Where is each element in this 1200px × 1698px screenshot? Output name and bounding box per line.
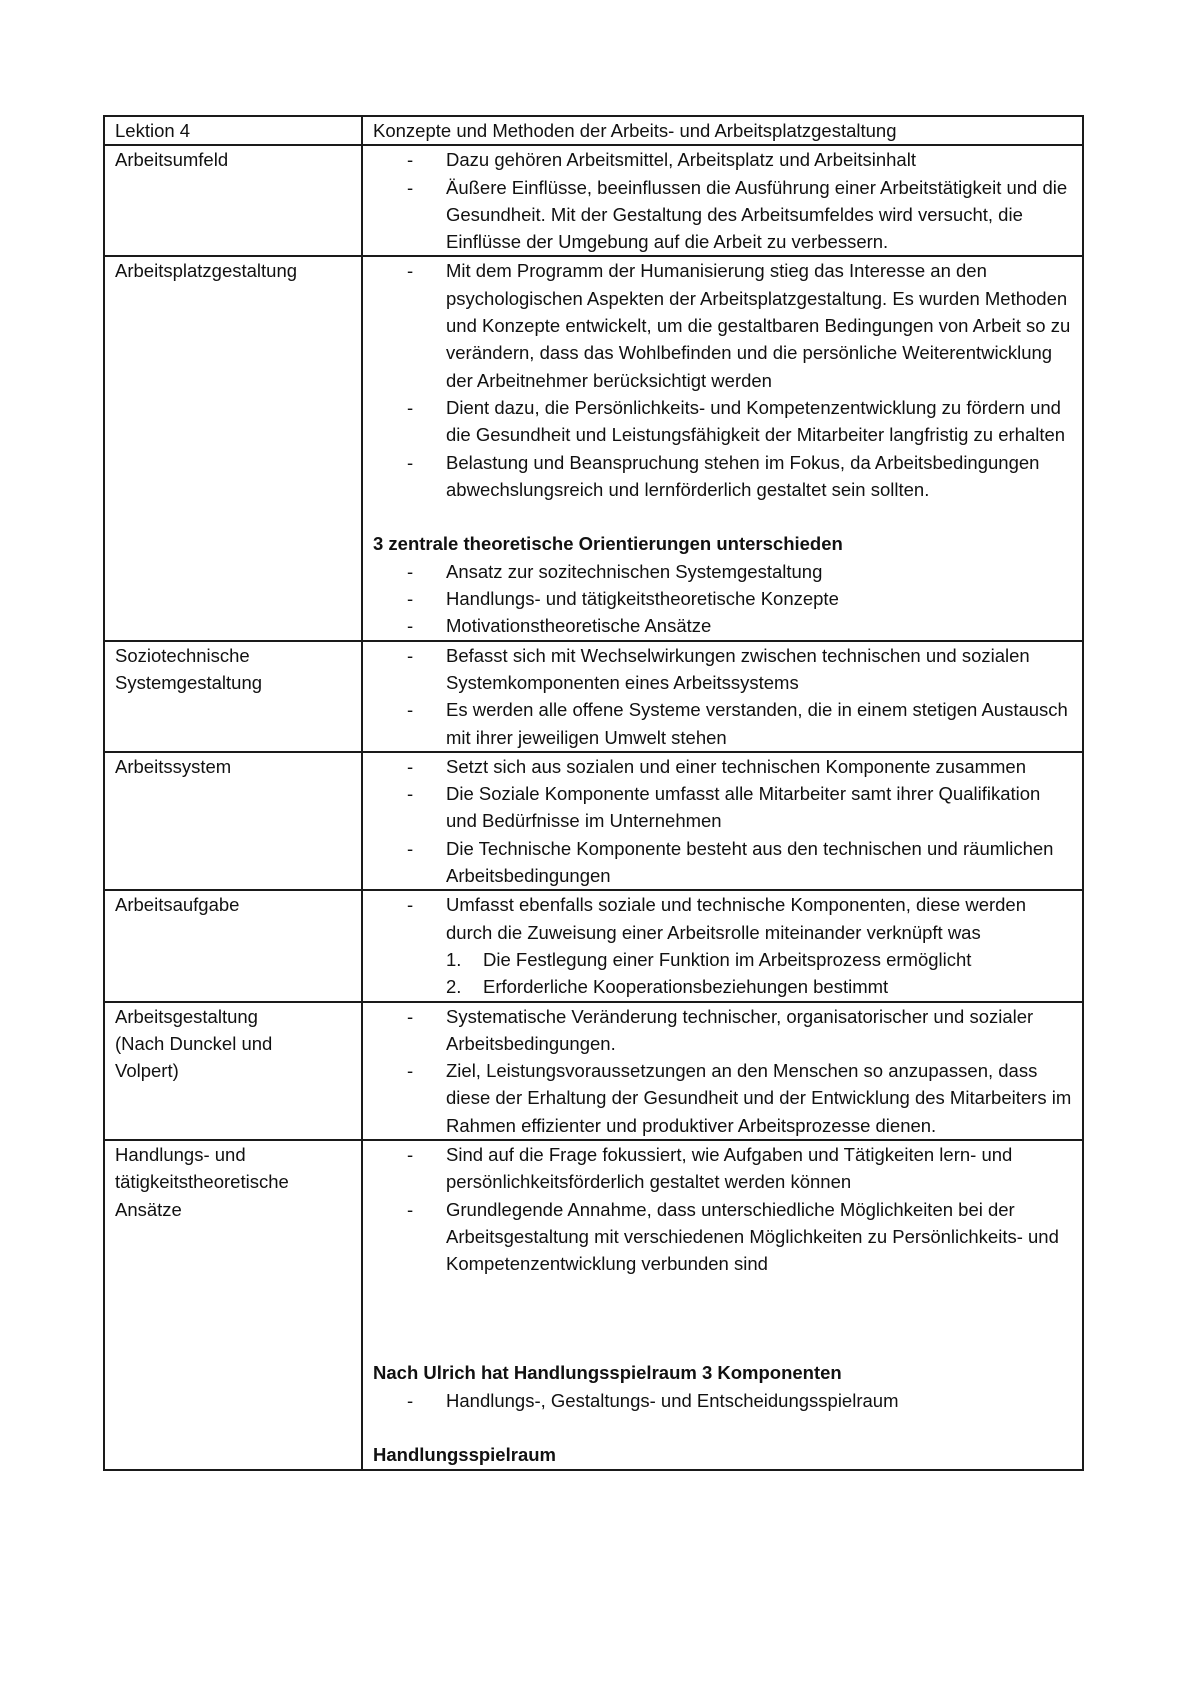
item-number: 2.: [446, 976, 462, 998]
section-heading: 3 zentrale theoretische Orientierungen unterschieden: [373, 533, 843, 555]
table-row: [104, 1002, 1083, 1140]
bullet-item: - Dient dazu, die Persönlichkeits- und Kompetenzentwicklung zu fördern und die Gesundheit und Leistungsfähigkeit der Mitarbeiter langfristig zu erhalten: [373, 394, 1074, 449]
term-line: tätigkeitstheoretische: [115, 1171, 289, 1193]
numbered-item: [373, 973, 1074, 1000]
notes-table: [103, 115, 1084, 1471]
row-term: Arbeitssystem: [104, 752, 362, 890]
numbered-item: [373, 946, 1074, 973]
term-line: Systemgestaltung: [115, 671, 263, 693]
row-term: [104, 1140, 362, 1470]
section-heading: Nach Ulrich hat Handlungsspielraum 3 Komponenten: [373, 1362, 842, 1384]
bullet-item: - Mit dem Programm der Humanisierung stieg das Interesse an den psychologischen Aspekten der Arbeitsplatzgestaltung. Es wurden Methoden und Konzepte entwickelt, um die gestaltbaren Bedingungen von Arbeit so zu verändern, dass das Wohlbefinden und die persönliche Weiterentwicklung der Arbeitnehmer berücksichtigt werden: [373, 257, 1074, 393]
table-row: [104, 890, 1083, 1001]
bullet-item: - Die Technische Komponente besteht aus den technischen und räumlichen Arbeitsbedingungen: [373, 835, 1074, 890]
row-content: [362, 752, 1083, 890]
bullet-item: - Grundlegende Annahme, dass unterschiedliche Möglichkeiten bei der Arbeitsgestaltung mit verschiedenen Möglichkeiten zu Persönlichkeits- und Kompetenzentwicklung verbunden sind: [373, 1196, 1074, 1278]
item-number: 1.: [446, 948, 462, 970]
spacer: [373, 1414, 1074, 1441]
spacer: [373, 503, 1074, 530]
term-line: Handlungs- und: [115, 1143, 246, 1165]
bullet-item: - Befasst sich mit Wechselwirkungen zwischen technischen und sozialen Systemkomponenten eines Arbeitssystems: [373, 642, 1074, 697]
bullet-item: - Handlungs- und tätigkeitstheoretische Konzepte: [373, 585, 1074, 612]
bullet-item: - Umfasst ebenfalls soziale und technische Komponenten, diese werden durch die Zuweisung einer Arbeitsrolle miteinander verknüpft was: [373, 891, 1074, 946]
row-term: [104, 641, 362, 752]
table-row: [104, 752, 1083, 890]
bullet-item: - Systematische Veränderung technischer, organisatorischer und sozialer Arbeitsbedingungen.: [373, 1003, 1074, 1058]
table-row: [104, 641, 1083, 752]
row-term: [104, 1002, 362, 1140]
header-left: Lektion 4: [104, 116, 362, 145]
row-term: Arbeitsaufgabe: [104, 890, 362, 1001]
bullet-item: - Äußere Einflüsse, beeinflussen die Ausführung einer Arbeitstätigkeit und die Gesundheit. Mit der Gestaltung des Arbeitsumfeldes wird versucht, die Einflüsse der Umgebung auf die Arbeit zu verbessern.: [373, 174, 1074, 256]
header-row: [104, 116, 1083, 145]
item-text: Die Festlegung einer Funktion im Arbeitsprozess ermöglicht: [483, 948, 972, 970]
term-line: (Nach Dunckel und: [115, 1032, 273, 1054]
bullet-item: - Dazu gehören Arbeitsmittel, Arbeitsplatz und Arbeitsinhalt: [373, 146, 1074, 173]
bullet-item: - Setzt sich aus sozialen und einer technischen Komponente zusammen: [373, 753, 1074, 780]
item-text: Erforderliche Kooperationsbeziehungen bestimmt: [483, 976, 889, 998]
bullet-item: - Die Soziale Komponente umfasst alle Mitarbeiter samt ihrer Qualifikation und Bedürfnisse im Unternehmen: [373, 780, 1074, 835]
spacer: [373, 1277, 1074, 1359]
table-row: [104, 1140, 1083, 1470]
term-line: Volpert): [115, 1060, 179, 1082]
bullet-item: - Sind auf die Frage fokussiert, wie Aufgaben und Tätigkeiten lern- und persönlichkeitsförderlich gestaltet werden können: [373, 1141, 1074, 1196]
row-content: [362, 1140, 1083, 1470]
row-content: [362, 145, 1083, 256]
table-row: [104, 256, 1083, 640]
term-line: Ansätze: [115, 1198, 182, 1220]
bullet-item: - Ansatz zur sozitechnischen Systemgestaltung: [373, 558, 1074, 585]
term-line: Soziotechnische: [115, 644, 250, 666]
row-content: [362, 1002, 1083, 1140]
header-right: Konzepte und Methoden der Arbeits- und Arbeitsplatzgestaltung: [362, 116, 1083, 145]
bullet-item: - Handlungs-, Gestaltungs- und Entscheidungsspielraum: [373, 1387, 1074, 1414]
bullet-item: - Motivationstheoretische Ansätze: [373, 612, 1074, 639]
row-content: [362, 890, 1083, 1001]
bullet-item: - Ziel, Leistungsvoraussetzungen an den Menschen so anzupassen, dass diese der Erhaltung der Gesundheit und der Entwicklung des Mitarbeiters im Rahmen effizienter und produktiver Arbeitsprozesse dienen.: [373, 1057, 1074, 1139]
table-row: [104, 145, 1083, 256]
term-line: Arbeitsgestaltung: [115, 1005, 258, 1027]
row-term: Arbeitsumfeld: [104, 145, 362, 256]
row-content: [362, 256, 1083, 640]
bullet-item: - Belastung und Beanspruchung stehen im Fokus, da Arbeitsbedingungen abwechslungsreich und lernförderlich gestaltet sein sollten.: [373, 449, 1074, 504]
row-content: [362, 641, 1083, 752]
bullet-item: - Es werden alle offene Systeme verstanden, die in einem stetigen Austausch mit ihrer jeweiligen Umwelt stehen: [373, 696, 1074, 751]
row-term: Arbeitsplatzgestaltung: [104, 256, 362, 640]
section-heading: Handlungsspielraum: [373, 1444, 556, 1466]
